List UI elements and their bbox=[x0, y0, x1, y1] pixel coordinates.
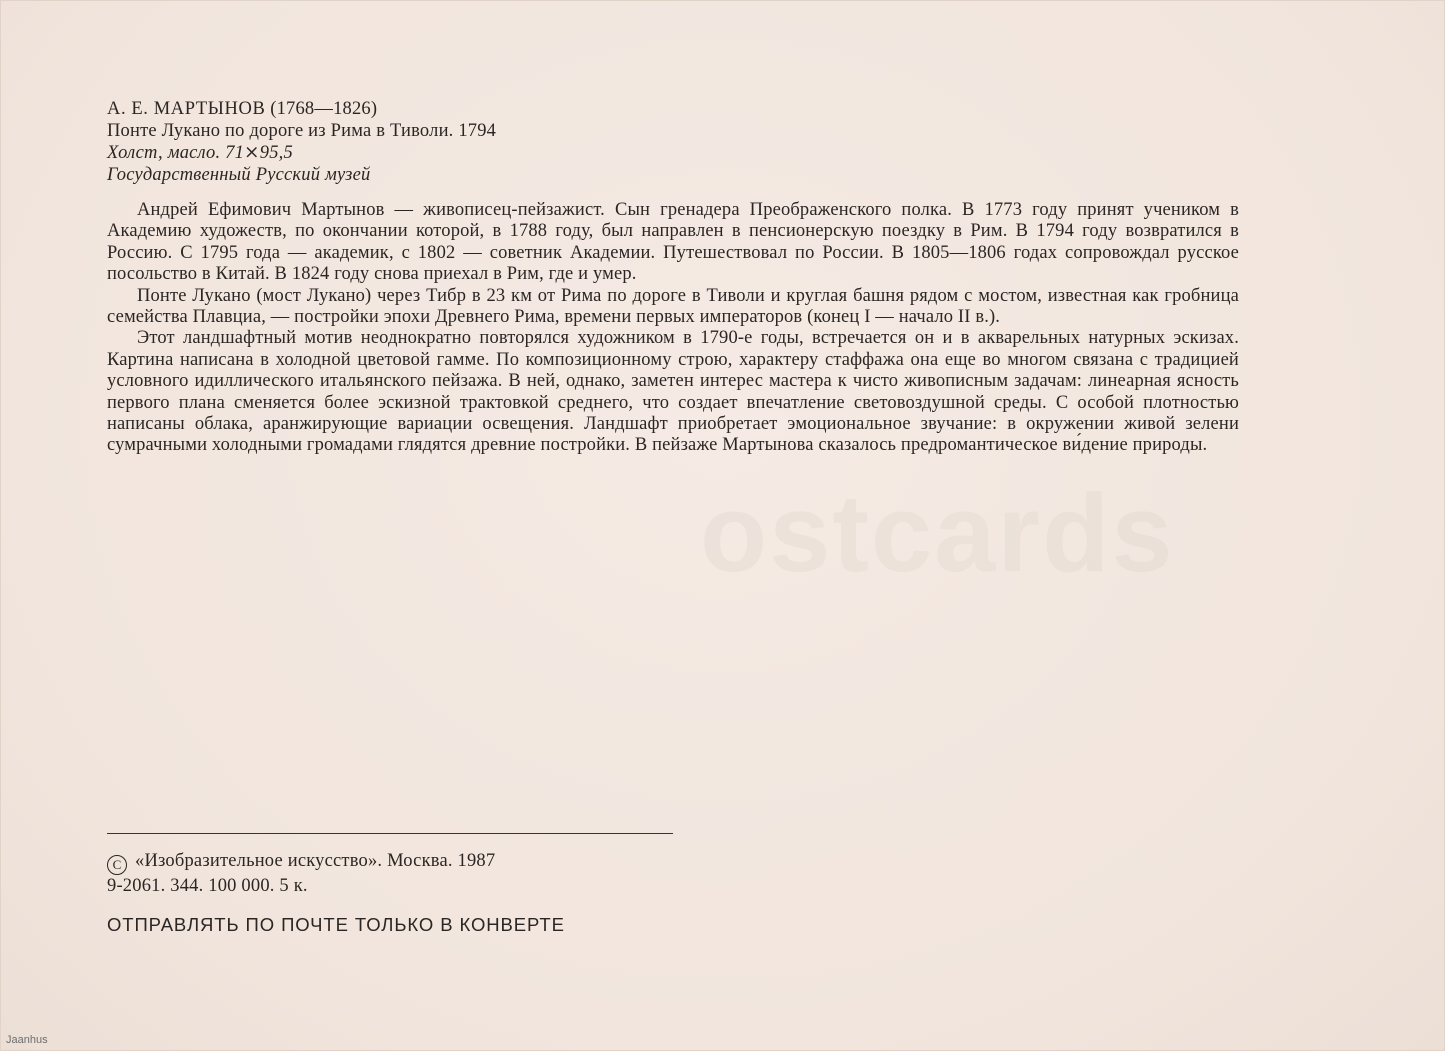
artwork-museum: Государственный Русский музей bbox=[107, 165, 371, 185]
artist-years: (1768—1826) bbox=[270, 99, 378, 119]
mailing-notice: ОТПРАВЛЯТЬ ПО ПОЧТЕ ТОЛЬКО В КОНВЕРТЕ bbox=[107, 914, 565, 935]
print-info: 9-2061. 344. 100 000. 5 к. bbox=[107, 876, 308, 896]
artist-line bbox=[107, 98, 1347, 120]
watermark-text: ostcards bbox=[700, 472, 1175, 595]
publisher-line bbox=[107, 850, 495, 875]
artwork-caption bbox=[107, 98, 1347, 186]
corner-watermark: Jaanhus bbox=[6, 1034, 48, 1046]
description bbox=[107, 200, 1239, 457]
artwork-title: Понте Лукано по дороге из Рима в Тиволи. 1794 bbox=[107, 121, 497, 141]
copyright-icon: C bbox=[107, 855, 127, 875]
footer-divider bbox=[107, 833, 673, 834]
paragraph-analysis: Этот ландшафтный мотив неоднократно повторялся художником в 1790-е годы, встречается он и в акварельных натурных эскизах. Картина написана в холодной цветовой гамме. По композиционному строю, характеру стаффажа она еще во многом связана с традицией условного идиллического итальянского пейзажа. В ней, однако, заметен интерес мастера к чисто живописным задачам: линеарная ясность первого плана сменяется более эскизной трактовкой среднего, что создает впечатление световоздушной среды. С особой плотностью написаны облака, аранжирующие вариации освещения. Ландшафт приобретает эмоциональное звучание: в окружении живой зелени сумрачными холодными громадами глядятся древние постройки. В пейзаже Мартынова сказалось предромантическое ви́дение природы. bbox=[107, 328, 1239, 456]
publisher-block bbox=[107, 850, 495, 897]
paragraph-subject: Понте Лукано (мост Лукано) через Тибр в 23 км от Рима по дороге в Тиволи и круглая башня рядом с мостом, известная как гробница семейства Плавциа, — постройки эпохи Древнего Рима, времени первых императоров (конец I — начало II в.). bbox=[107, 285, 1239, 328]
artwork-medium: Холст, масло. 71⨯95,5 bbox=[107, 143, 293, 163]
publisher-name: «Изобразительное искусство». Москва. 1987 bbox=[135, 851, 496, 871]
artist-name: А. Е. МАРТЫНОВ bbox=[107, 99, 266, 119]
paragraph-biography: Андрей Ефимович Мартынов — живописец-пейзажист. Сын гренадера Преображенского полка. В 1773 году принят учеником в Академию художеств, по окончании которой, в 1788 году, был направлен в пенсионерскую поездку в Рим. В 1794 году возвратился в Россию. С 1795 года — академик, с 1802 — советник Академии. Путешествовал по России. В 1805—1806 годах сопровождал русское посольство в Китай. В 1824 году снова приехал в Рим, где и умер. bbox=[107, 200, 1239, 285]
